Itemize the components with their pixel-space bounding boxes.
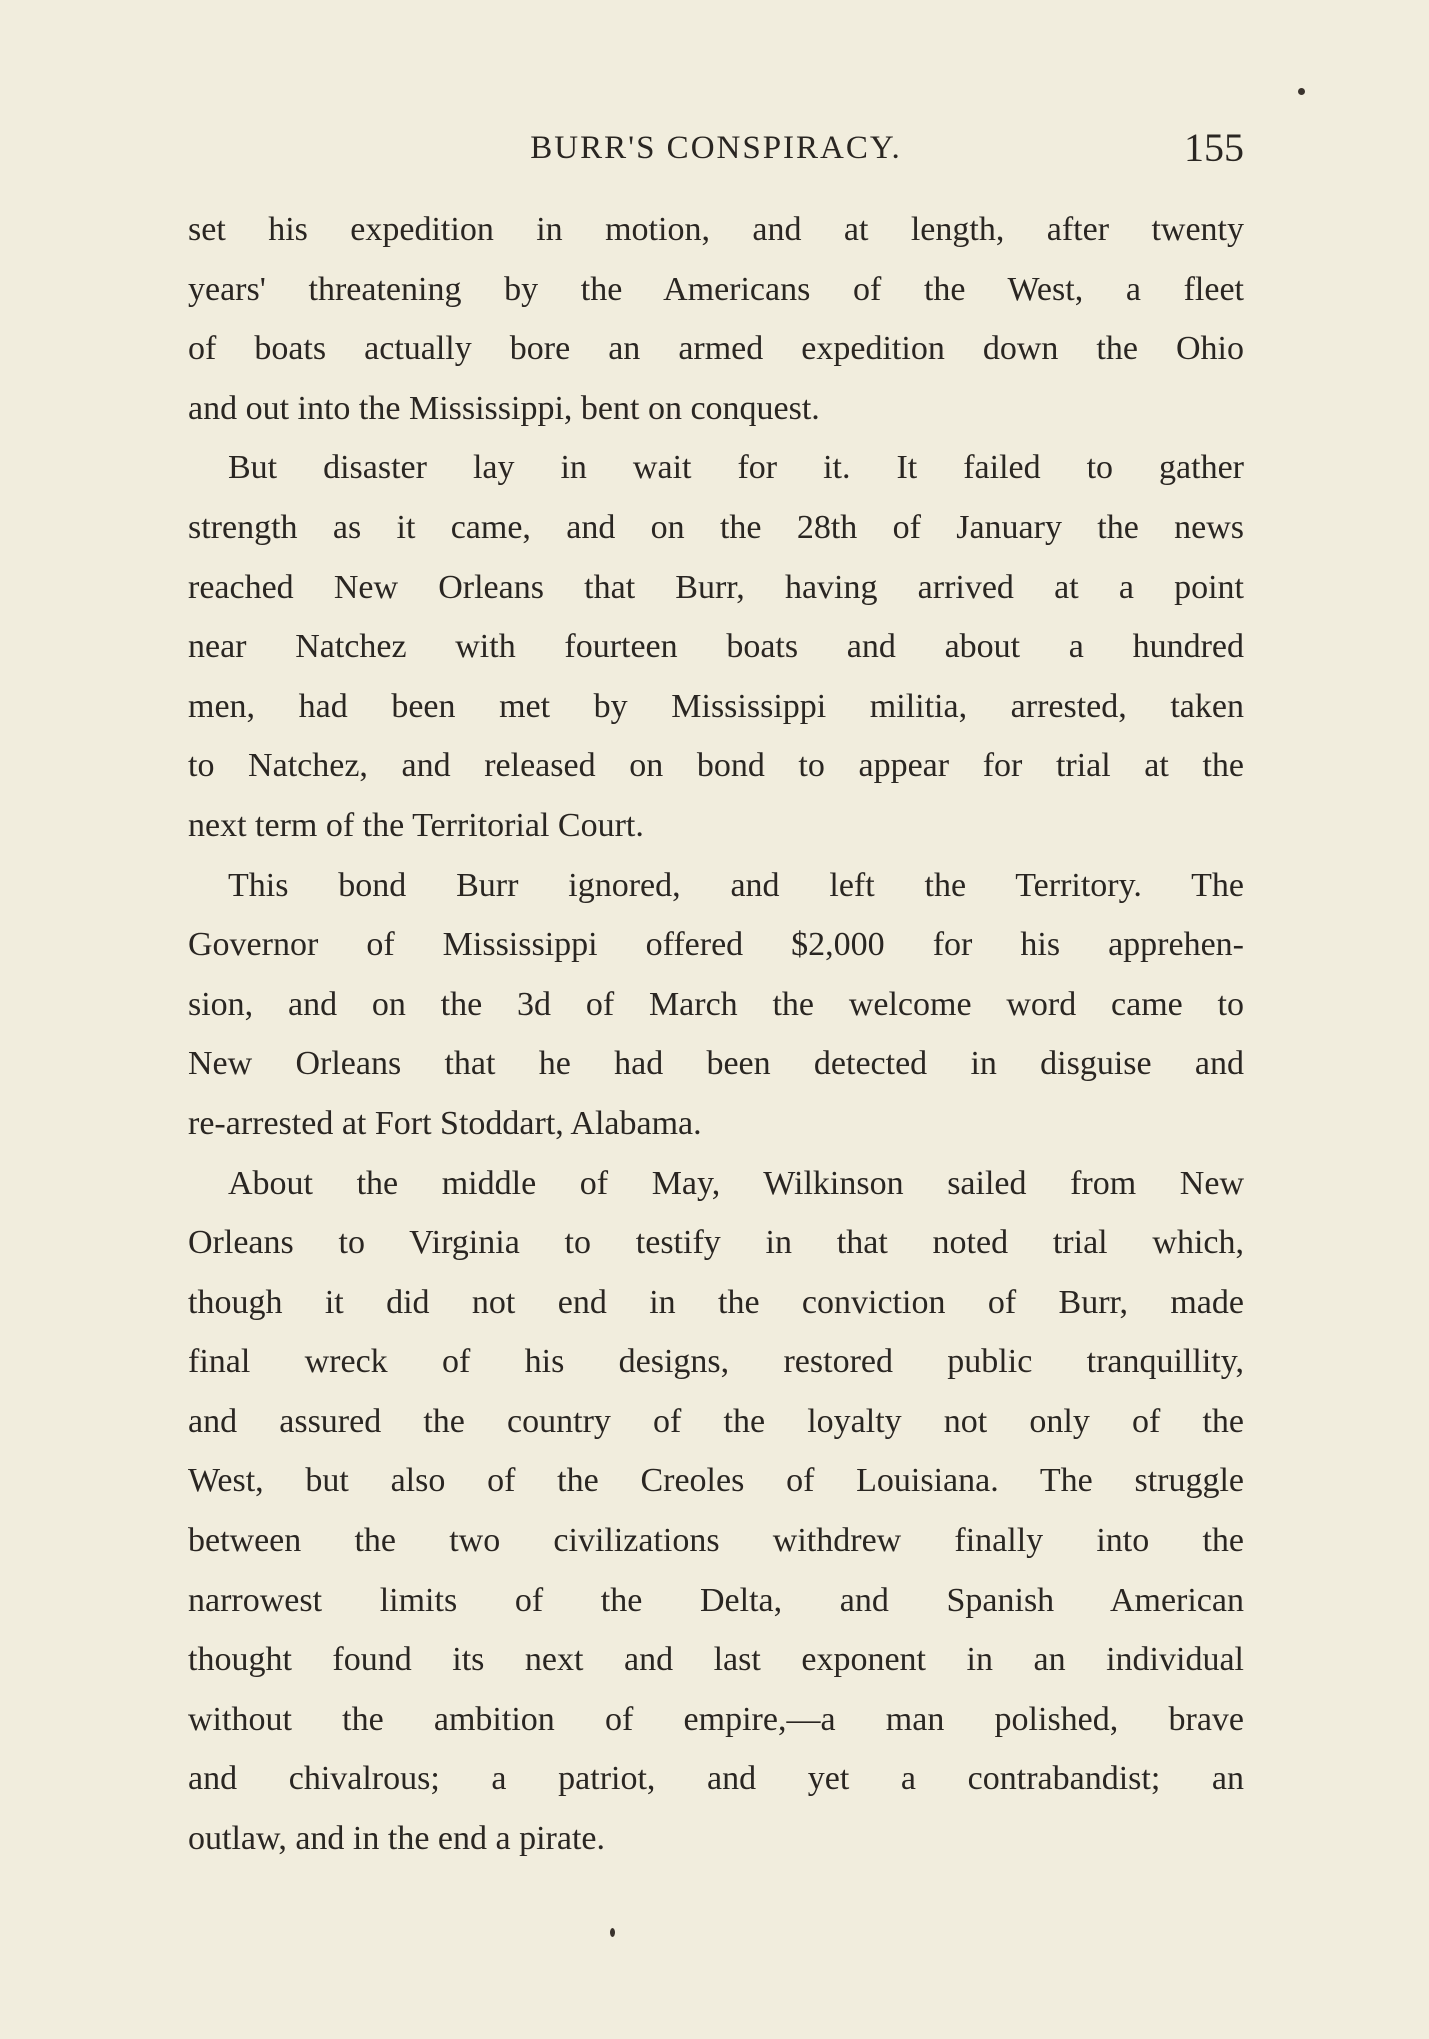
text-line: This bond Burr ignored, and left the Territory. The (228, 866, 1244, 904)
text-line: set his expedition in motion, and at length, after twenty (188, 211, 1244, 248)
text-line: reached New Orleans that Burr, having arrived at a point (188, 568, 1244, 606)
text-line: and chivalrous; a patriot, and yet a contrabandist; an (188, 1760, 1244, 1798)
text-line: next term of the Territorial Court. (188, 806, 644, 844)
text-line: Governor of Mississippi offered $2,000 for his apprehen- (188, 926, 1244, 964)
text-line: and out into the Mississippi, bent on conquest. (188, 389, 820, 427)
page-body (188, 200, 1244, 1869)
text-line: men, had been met by Mississippi militia, arrested, taken (188, 687, 1244, 725)
paragraph (188, 200, 1244, 438)
text-line: sion, and on the 3d of March the welcome word came to (188, 985, 1244, 1023)
text-line: between the two civilizations withdrew finally into the (188, 1522, 1244, 1560)
ink-speck (610, 1928, 615, 1937)
paragraph (188, 856, 1244, 1154)
text-line: narrowest limits of the Delta, and Spanish American (188, 1581, 1244, 1619)
text-line: near Natchez with fourteen boats and about a hundred (188, 628, 1244, 666)
paragraph (188, 438, 1244, 855)
page-number: 155 (1184, 125, 1244, 170)
paragraph (188, 1154, 1244, 1869)
text-line: Orleans to Virginia to testify in that noted trial which, (188, 1224, 1244, 1262)
text-line: outlaw, and in the end a pirate. (188, 1820, 605, 1858)
text-line: to Natchez, and released on bond to appear for trial at the (188, 747, 1244, 785)
text-line: without the ambition of empire,—a man polished, brave (188, 1700, 1244, 1738)
text-line: New Orleans that he had been detected in disguise and (188, 1045, 1244, 1083)
text-line: and assured the country of the loyalty not only of the (188, 1402, 1244, 1440)
text-line: strength as it came, and on the 28th of January the news (188, 508, 1244, 546)
text-line: But disaster lay in wait for it. It failed to gather (228, 449, 1244, 487)
running-head: BURR'S CONSPIRACY. (530, 130, 902, 166)
text-line: West, but also of the Creoles of Louisiana. The struggle (188, 1462, 1244, 1500)
text-line: About the middle of May, Wilkinson sailed from New (228, 1164, 1244, 1202)
text-line: thought found its next and last exponent in an individual (188, 1641, 1244, 1679)
text-line: though it did not end in the conviction of Burr, made (188, 1283, 1244, 1321)
text-line: years' threatening by the Americans of the West, a fleet (188, 270, 1244, 308)
text-line: re-arrested at Fort Stoddart, Alabama. (188, 1104, 702, 1142)
ink-speck (1298, 88, 1305, 95)
page-header (188, 118, 1244, 178)
text-line: final wreck of his designs, restored public tranquillity, (188, 1343, 1244, 1381)
text-line: of boats actually bore an armed expedition down the Ohio (188, 330, 1244, 368)
